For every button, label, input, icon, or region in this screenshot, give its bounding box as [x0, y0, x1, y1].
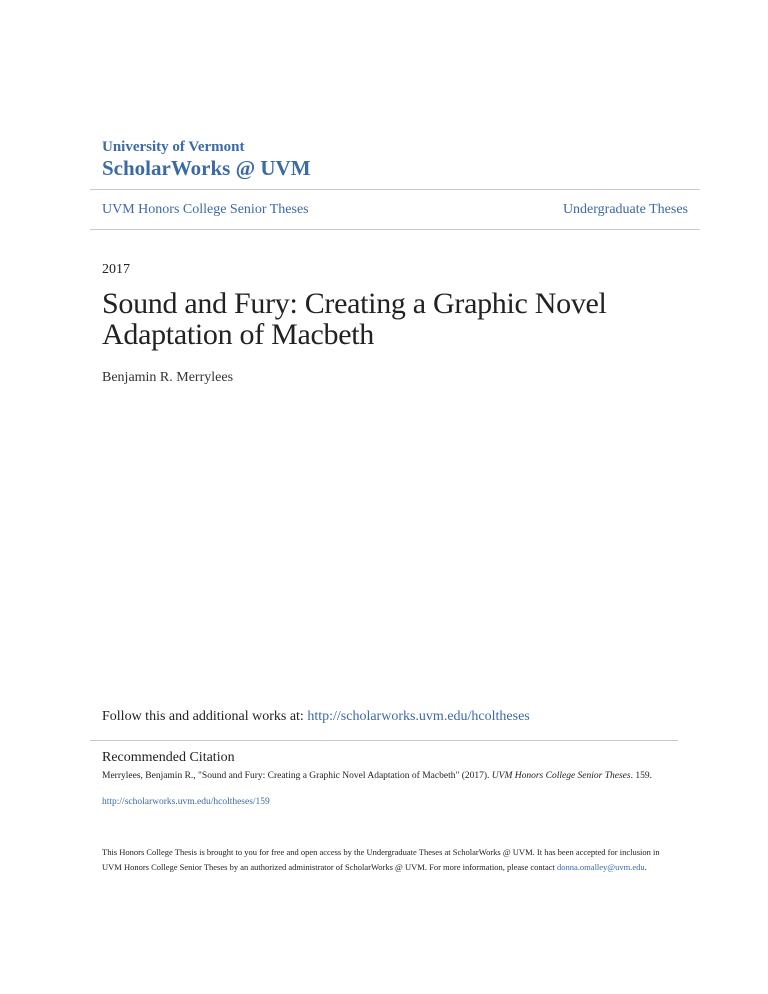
title-line-1: Sound and Fury: Creating a Graphic Novel [102, 287, 607, 320]
collection-link[interactable]: http://scholarworks.uvm.edu/hcoltheses [307, 709, 530, 724]
citation-number: . 159. [630, 771, 652, 781]
citation-body: Merrylees, Benjamin R., "Sound and Fury: Creating a Graphic Novel Adaptation of Macbeth" (2017). [102, 771, 492, 781]
institution-name: University of Vermont [102, 139, 245, 155]
paper-title [102, 288, 662, 350]
repository-name[interactable]: ScholarWorks @ UVM [102, 156, 311, 180]
citation-heading: Recommended Citation [102, 750, 235, 765]
notice-end: . [644, 862, 647, 872]
notice-text: This Honors College Thesis is brought to you for free and open access by the Undergraduate Theses at ScholarWorks @ UVM. It has been accepted for inclusion in UVM Honors College Senior Theses by an authorized administrator of ScholarWorks @ UVM. For more information, please contact [102, 847, 660, 872]
title-line-2: Adaptation of Macbeth [102, 318, 374, 351]
citation-series: UVM Honors College Senior Theses [491, 771, 631, 781]
citation-text [102, 770, 677, 783]
author-name: Benjamin R. Merrylees [102, 370, 234, 385]
follow-prefix: Follow this and additional works at: [102, 709, 308, 724]
citation-divider [90, 740, 678, 741]
nav-divider [90, 229, 700, 230]
follow-line [102, 709, 530, 725]
honors-theses-link[interactable]: UVM Honors College Senior Theses [102, 202, 309, 217]
citation-link[interactable]: http://scholarworks.uvm.edu/hcoltheses/159 [102, 797, 270, 807]
undergraduate-theses-link[interactable]: Undergraduate Theses [562, 202, 688, 217]
contact-email-link[interactable]: donna.omalley@uvm.edu [557, 862, 645, 872]
top-divider [90, 189, 700, 190]
access-notice [102, 845, 677, 875]
publication-year: 2017 [102, 262, 130, 277]
